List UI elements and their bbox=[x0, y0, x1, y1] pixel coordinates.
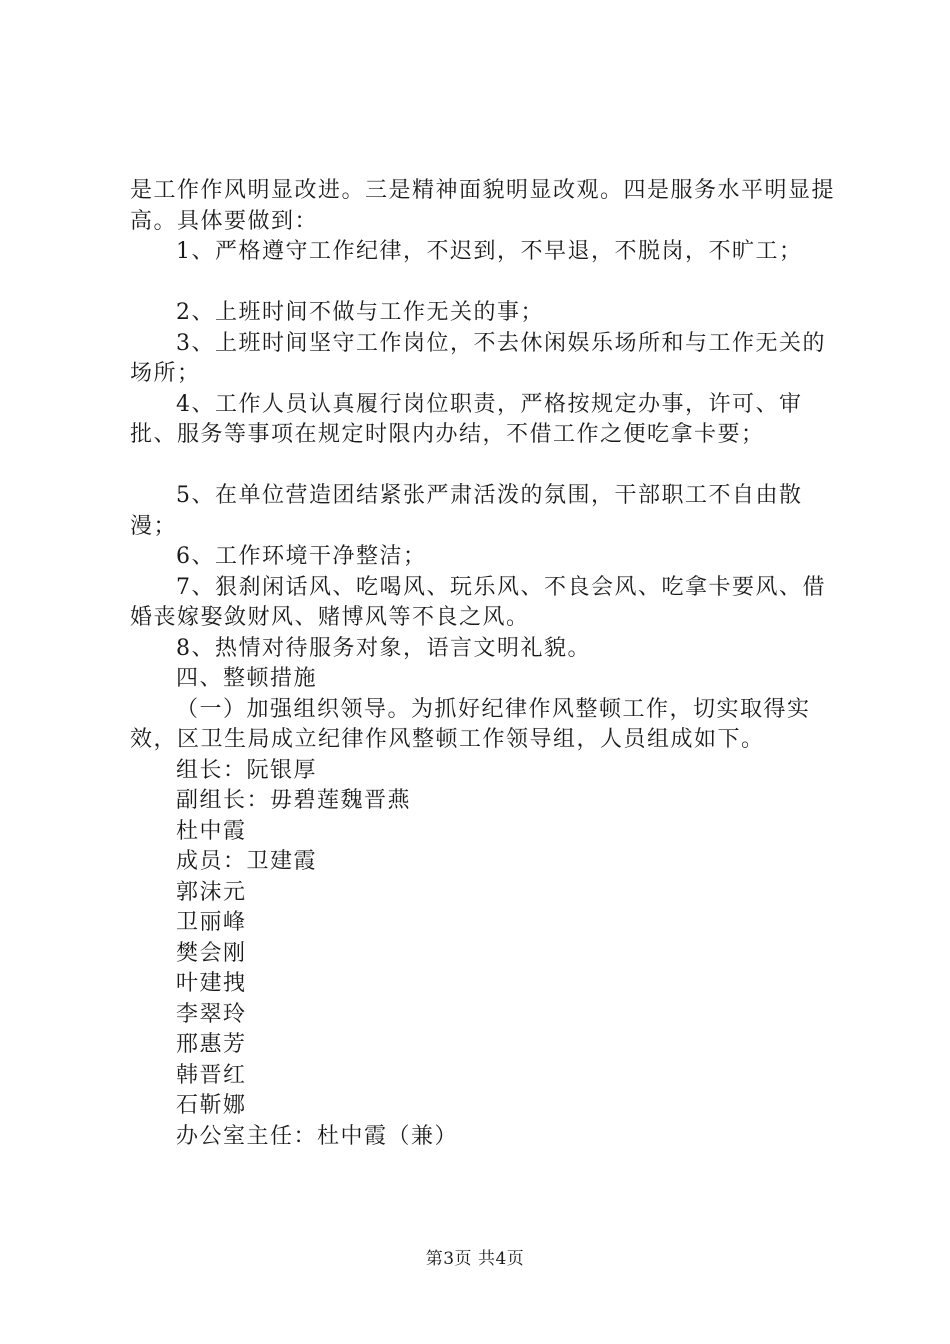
blank-line bbox=[130, 268, 835, 299]
roster-members-label: 成员：卫建霞 bbox=[176, 849, 318, 874]
roster-member: 韩晋红 bbox=[176, 1062, 247, 1088]
page-footer: 第3页 共4页 bbox=[425, 1249, 525, 1269]
roster-member: 邢惠芳 bbox=[176, 1032, 247, 1057]
roster-deputy: 副组长：毋碧莲魏晋燕 bbox=[176, 788, 412, 813]
paragraph-intro: 是工作作风明显改进。三是精神面貌明显改观。四是服务水平明显提高。具体要做到： bbox=[130, 178, 836, 234]
blank-line bbox=[130, 451, 835, 482]
roster-member: 李翠玲 bbox=[176, 1001, 247, 1027]
roster-member: 石靳娜 bbox=[176, 1093, 247, 1118]
list-item-8: 8、热情对待服务对象，语言文明礼貌。 bbox=[176, 635, 591, 661]
list-item-7: 7、狠刹闲话风、吃喝风、玩乐风、不良会风、吃拿卡要风、借婚丧嫁娶敛财风、赌博风等不良之风。 bbox=[130, 574, 826, 630]
roster-office: 办公室主任：杜中霞（兼） bbox=[176, 1123, 459, 1149]
list-item-4: 4、工作人员认真履行岗位职责，严格按规定办事，许可、审批、服务等事项在规定时限内办结，不借工作之便吃拿卡要； bbox=[130, 391, 803, 447]
roster-member: 樊会刚 bbox=[176, 940, 247, 966]
list-item-1: 1、严格遵守工作纪律，不迟到，不早退，不脱岗，不旷工； bbox=[176, 239, 803, 264]
roster-leader: 组长：阮银厚 bbox=[176, 757, 318, 783]
measure-paragraph: （一）加强组织领导。为抓好纪律作风整顿工作，切实取得实效，区卫生局成立纪律作风整顿工作领导组，人员组成如下。 bbox=[130, 696, 811, 752]
list-item-2: 2、上班时间不做与工作无关的事； bbox=[176, 300, 544, 325]
document-body bbox=[130, 176, 835, 1152]
roster-deputy-2: 杜中霞 bbox=[176, 818, 247, 844]
roster-member: 卫丽峰 bbox=[176, 910, 247, 935]
list-item-5: 5、在单位营造团结紧张严肃活泼的氛围，干部职工不自由散漫； bbox=[130, 483, 803, 539]
list-item-6: 6、工作环境干净整洁； bbox=[176, 544, 427, 569]
roster-member: 叶建拽 bbox=[176, 971, 247, 996]
section-heading: 四、整顿措施 bbox=[176, 666, 318, 691]
roster-member: 郭沫元 bbox=[176, 879, 247, 905]
list-item-3: 3、上班时间坚守工作岗位，不去休闲娱乐场所和与工作无关的场所； bbox=[130, 330, 826, 386]
